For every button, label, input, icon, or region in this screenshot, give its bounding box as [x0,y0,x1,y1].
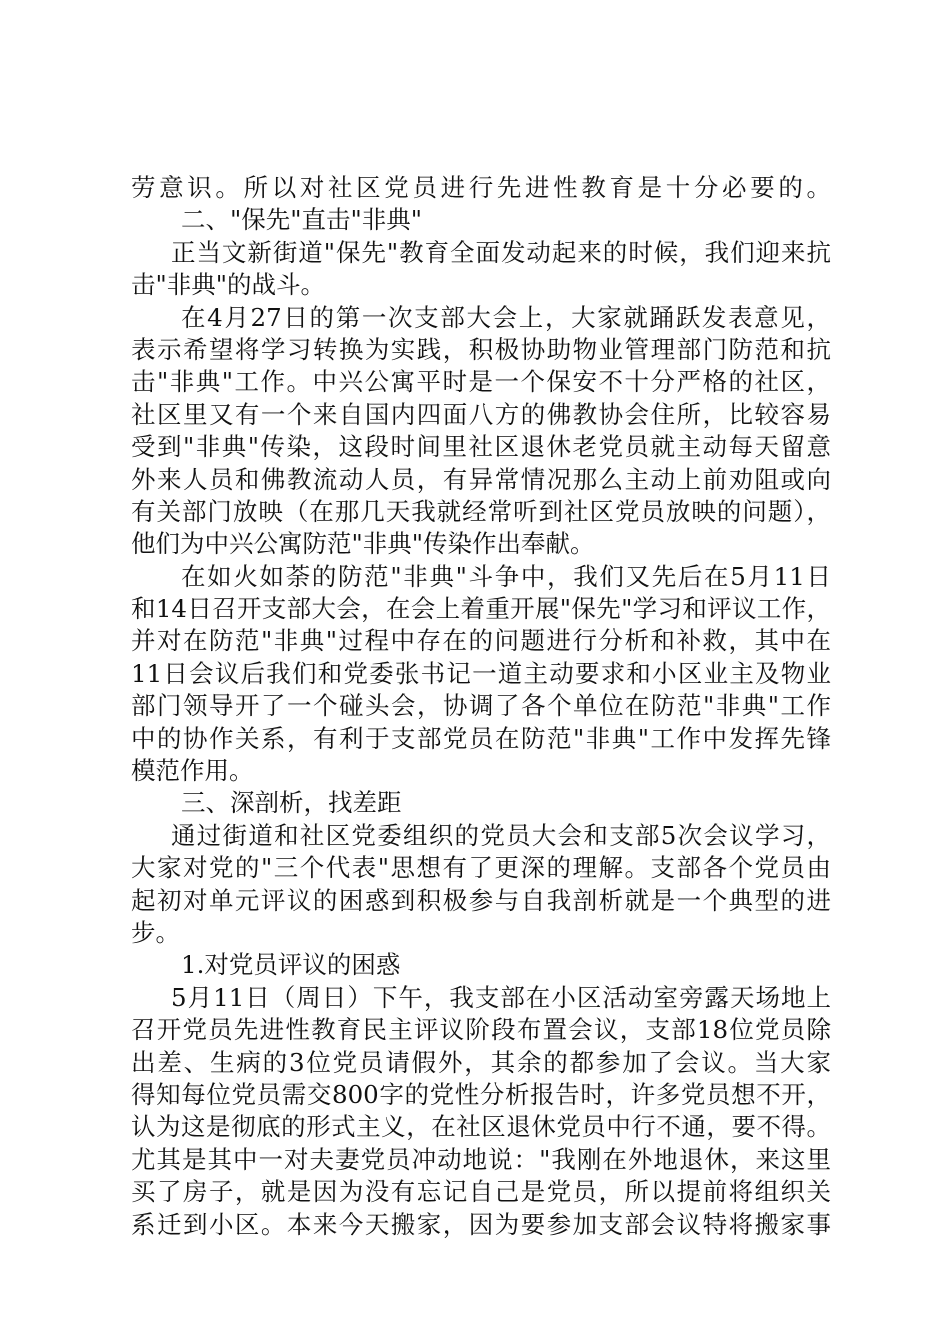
text-line: 出差、生病的3位党员请假外，其余的都参加了会议。当大家 [131,1047,831,1077]
text-line: 正当文新街道"保先"教育全面发动起来的时候，我们迎来抗 [171,237,831,267]
text-line: 尤其是其中一对夫妻党员冲动地说："我刚在外地退休，来这里 [131,1144,831,1174]
text-line: 劳意识。所以对社区党员进行先进性教育是十分必要的。 [131,173,831,202]
text-line: 11日会议后我们和党委张书记一道主动要求和小区业主及物业 [131,658,831,688]
text-line: 外来人员和佛教流动人员，有异常情况那么主动上前劝阻或向 [131,464,831,494]
text-line: 受到"非典"传染，这段时间里社区退休老党员就主动每天留意 [131,432,831,462]
text-line: 有关部门放映（在那几天我就经常听到社区党员放映的问题）， [131,496,831,526]
text-line: 5月11日（周日）下午，我支部在小区活动室旁露天场地上 [171,982,831,1012]
text-line: 在4月27日的第一次支部大会上，大家就踊跃发表意见， [181,302,831,332]
text-line: 认为这是彻底的形式主义，在社区退休党员中行不通，要不得。 [131,1112,831,1142]
text-line: 在如火如荼的防范"非典"斗争中，我们又先后在5月11日 [181,561,831,591]
text-line: 系迁到小区。本来今天搬家，因为要参加支部会议特将搬家事 [131,1209,831,1239]
document-body [131,172,831,1241]
text-line: 步。 [131,917,180,947]
text-line: 大家对党的"三个代表"思想有了更深的理解。支部各个党员由 [131,853,831,883]
text-line: 部门领导开了一个碰头会，协调了各个单位在防范"非典"工作 [131,691,831,721]
text-line: 中的协作关系，有利于支部党员在防范"非典"工作中发挥先锋 [131,723,831,753]
text-line: 和14日召开支部大会，在会上着重开展"保先"学习和评议工作， [131,594,831,624]
subsection-heading-1: 1.对党员评议的困惑 [181,950,401,980]
text-line: 并对在防范"非典"过程中存在的问题进行分析和补救，其中在 [131,626,831,656]
text-line: 起初对单元评议的困惑到积极参与自我剖析就是一个典型的进 [131,885,831,915]
text-line: 击"非典"工作。中兴公寓平时是一个保安不十分严格的社区， [131,367,831,397]
text-line: 召开党员先进性教育民主评议阶段布置会议，支部18位党员除 [131,1015,831,1045]
text-line: 他们为中兴公寓防范"非典"传染作出奉献。 [131,529,595,559]
section-heading-3: 三、深剖析，找差距 [181,788,402,818]
text-line: 模范作用。 [131,756,254,786]
text-line: 社区里又有一个来自国内四面八方的佛教协会住所，比较容易 [131,399,831,429]
text-line: 通过街道和社区党委组织的党员大会和支部5次会议学习， [171,820,831,850]
text-line: 表示希望将学习转换为实践，积极协助物业管理部门防范和抗 [131,334,831,364]
text-line: 得知每位党员需交800字的党性分析报告时，许多党员想不开， [131,1079,831,1109]
text-line: 买了房子，就是因为没有忘记自己是党员，所以提前将组织关 [131,1177,831,1207]
text-line: 击"非典"的战斗。 [131,270,326,300]
section-heading-2: 二、"保先"直击"非典" [181,205,423,235]
